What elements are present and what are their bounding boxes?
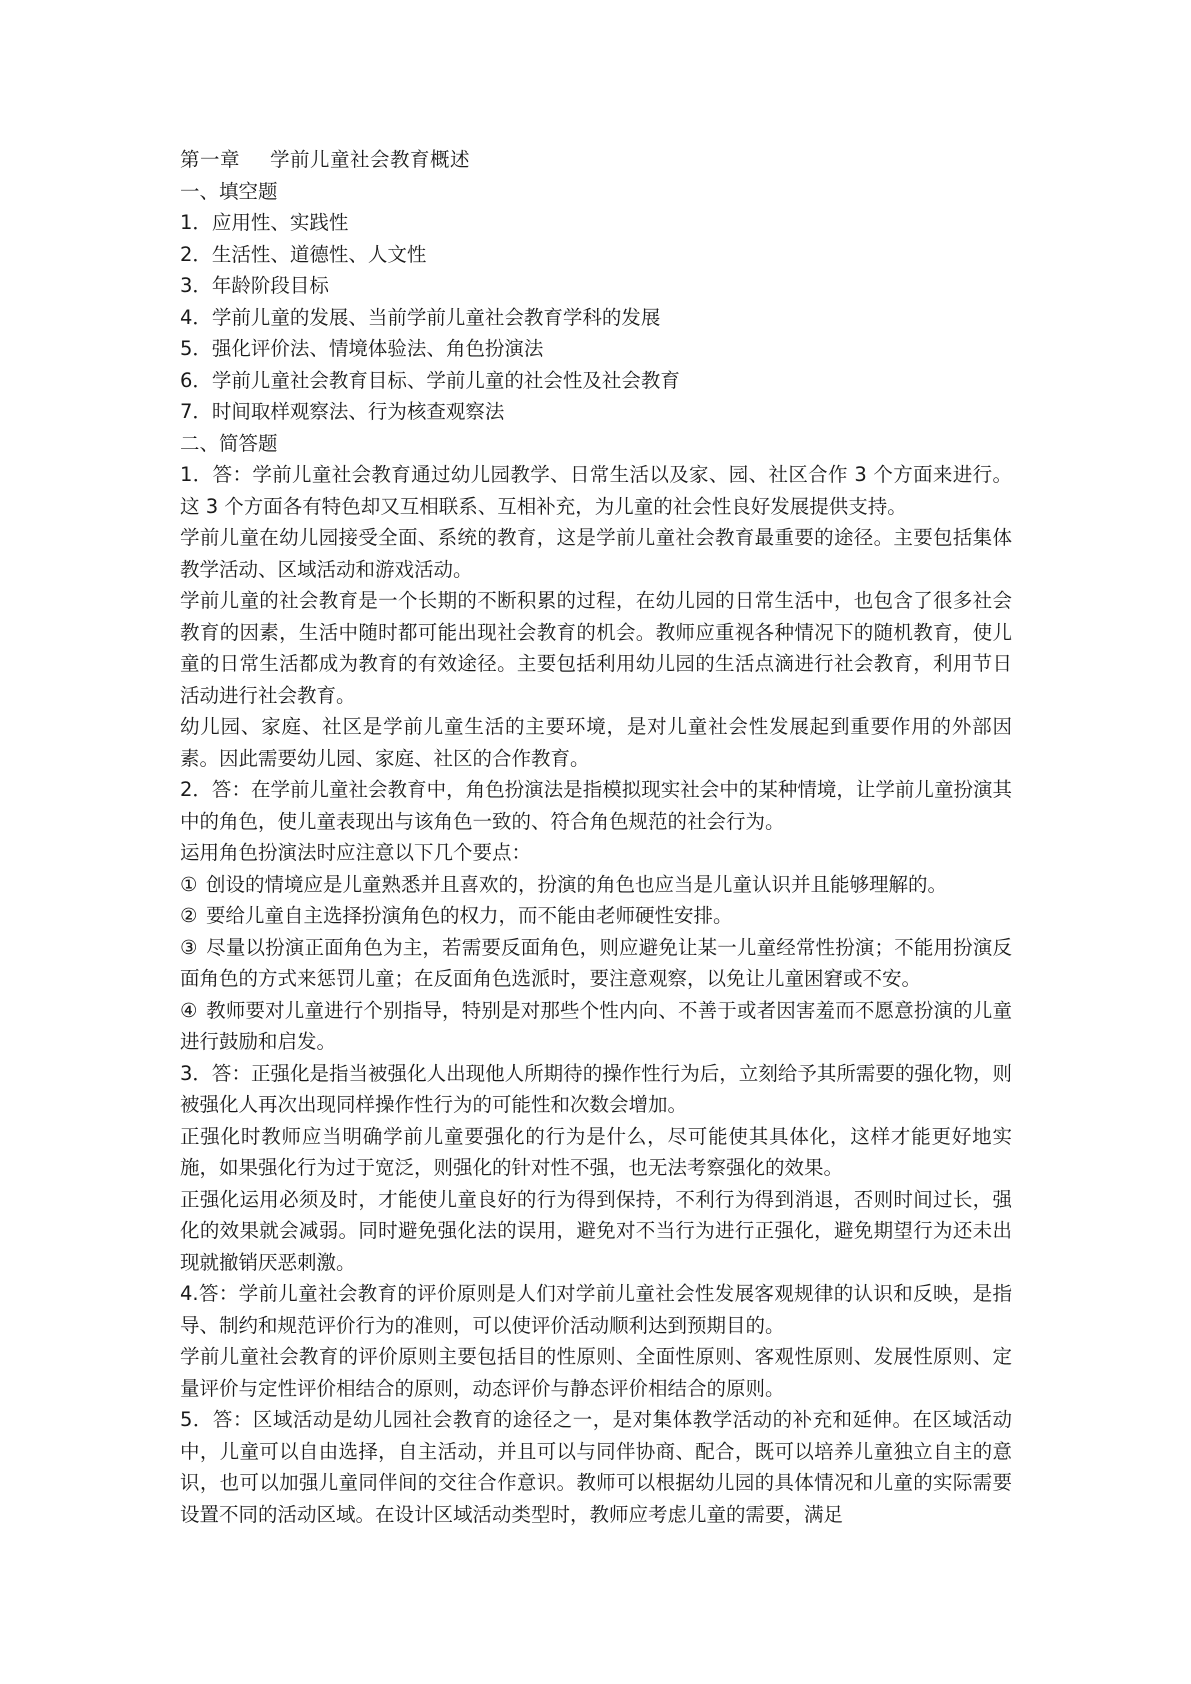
answer-item: 6．学前儿童社会教育目标、学前儿童的社会性及社会教育 [180,368,680,392]
paragraph: 5．答：区域活动是幼儿园社会教育的途径之一，是对集体教学活动的补充和延伸。在区域活动中，儿童可以自由选择，自主活动，并且可以与同伴协商、配合，既可以培养儿童独立自主的意识，也可以加强儿童同伴间的交往合作意识。教师可以根据幼儿园的具体情况和儿童的实际需要设置不同的活动区域。在设计区域活动类型时，教师应考虑儿童的需要，满足 [180,1408,1012,1526]
point-text: 尽量以扮演正面角色为主，若需要反面角色，则应避免让某一儿童经常性扮演；不能用扮演反面角色的方式来惩罚儿童；在反面角色选派时，要注意观察，以免让儿童困窘或不安。 [180,935,1012,990]
chapter-title [180,144,1012,176]
numbered-point [180,869,1012,901]
answer-item: 2．生活性、道德性、人文性 [180,242,427,266]
answer-item: 4．学前儿童的发展、当前学前儿童社会教育学科的发展 [180,305,661,329]
paragraph: 正强化运用必须及时，才能使儿童良好的行为得到保持，不利行为得到消退，否则时间过长，强化的效果就会减弱。同时避免强化法的误用，避免对不当行为进行正强化，避免期望行为还未出现就撤销厌恶刺激。 [180,1187,1012,1274]
paragraph: 学前儿童在幼儿园接受全面、系统的教育，这是学前儿童社会教育最重要的途径。主要包括集体教学活动、区域活动和游戏活动。 [180,526,1012,581]
section-heading-fill-blank: 一、填空题 [180,179,278,203]
numbered-point [180,995,1012,1058]
answer-item: 3．年龄阶段目标 [180,274,329,297]
point-marker: ② [180,904,198,927]
numbered-point [180,932,1012,995]
numbered-point [180,900,1012,932]
chapter-number: 第一章 [180,148,241,171]
document-page [180,144,1012,1530]
paragraph: 正强化时教师应当明确学前儿童要强化的行为是什么，尽可能使其具体化，这样才能更好地实施，如果强化行为过于宽泛，则强化的针对性不强，也无法考察强化的效果。 [180,1124,1012,1179]
answer-item: 1．应用性、实践性 [180,211,349,234]
answer-item: 7．时间取样观察法、行为核查观察法 [180,400,505,423]
section-heading-short-answer: 二、简答题 [180,431,278,455]
paragraph: 4.答：学前儿童社会教育的评价原则是人们对学前儿童社会性发展客观规律的认识和反映，是指导、制约和规范评价行为的准则，可以使评价活动顺利达到预期目的。 [180,1282,1012,1337]
paragraph: 学前儿童的社会教育是一个长期的不断积累的过程，在幼儿园的日常生活中，也包含了很多社会教育的因素，生活中随时都可能出现社会教育的机会。教师应重视各种情况下的随机教育，使儿童的日常生活都成为教育的有效途径。主要包括利用幼儿园的生活点滴进行社会教育，利用节日活动进行社会教育。 [180,589,1012,707]
answer-item: 5．强化评价法、情境体验法、角色扮演法 [180,337,544,360]
point-text: 教师要对儿童进行个别指导，特别是对那些个性内向、不善于或者因害羞而不愿意扮演的儿童进行鼓励和启发。 [180,998,1012,1053]
paragraph: 运用角色扮演法时应注意以下几个要点： [180,841,532,864]
chapter-name: 学前儿童社会教育概述 [270,148,471,171]
paragraph: 学前儿童社会教育的评价原则主要包括目的性原则、全面性原则、客观性原则、发展性原则、定量评价与定性评价相结合的原则，动态评价与静态评价相结合的原则。 [180,1345,1012,1400]
paragraph: 2．答：在学前儿童社会教育中，角色扮演法是指模拟现实社会中的某种情境，让学前儿童扮演其中的角色，使儿童表现出与该角色一致的、符合角色规范的社会行为。 [180,778,1012,833]
paragraph: 幼儿园、家庭、社区是学前儿童生活的主要环境，是对儿童社会性发展起到重要作用的外部因素。因此需要幼儿园、家庭、社区的合作教育。 [180,715,1012,770]
point-marker: ③ [180,935,198,959]
point-marker: ④ [180,998,198,1022]
point-marker: ① [180,872,198,896]
point-text: 要给儿童自主选择扮演角色的权力，而不能由老师硬性安排。 [206,904,733,927]
point-text: 创设的情境应是儿童熟悉并且喜欢的，扮演的角色也应当是儿童认识并且能够理解的。 [206,872,948,896]
paragraph: 3．答：正强化是指当被强化人出现他人所期待的操作性行为后，立刻给予其所需要的强化物，则被强化人再次出现同样操作性行为的可能性和次数会增加。 [180,1061,1012,1116]
paragraph: 1．答：学前儿童社会教育通过幼儿园教学、日常生活以及家、园、社区合作 3 个方面来进行。这 3 个方面各有特色却又互相联系、互相补充，为儿童的社会性良好发展提供支持。 [180,463,1012,518]
